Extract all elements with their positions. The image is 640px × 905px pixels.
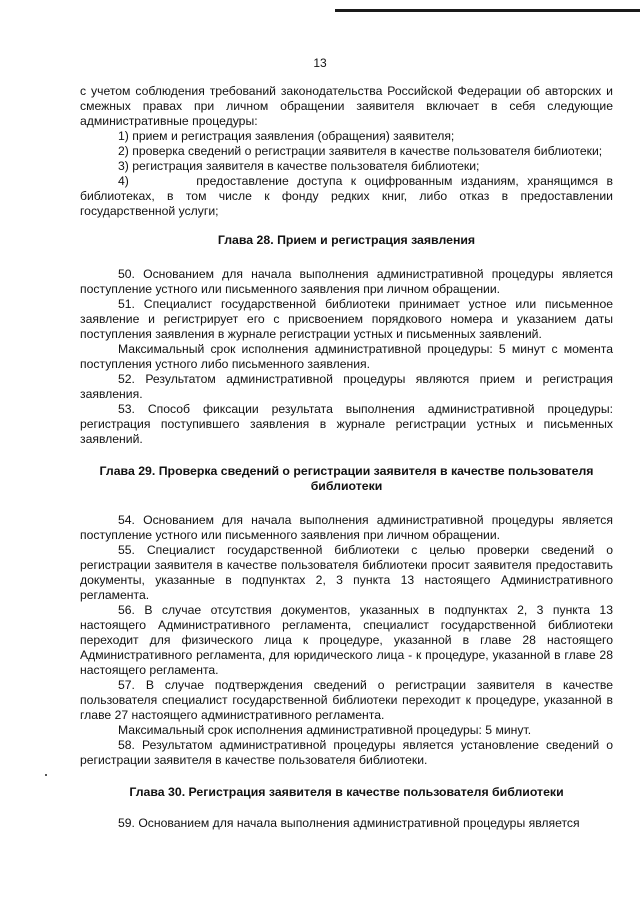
intro-item: 4) предоставление доступа к оцифрованным изданиям, хранящимся в библиотеках, в том числе к фонду редких книг, либо отказ в предоставлении государственной услуги; <box>80 174 613 218</box>
intro-item: 1) прием и регистрация заявления (обращения) заявителя; <box>118 129 455 143</box>
intro-item: 3) регистрация заявителя в качестве пользователя библиотеки; <box>118 159 480 173</box>
document-body <box>80 84 613 831</box>
chapter-28-heading: Глава 28. Прием и регистрация заявления <box>217 233 476 247</box>
intro-lead: с учетом соблюдения требований законодательства Российской Федерации об авторских и смежных правах при личном обращении заявителя включает в себя следующие административные процедуры: <box>80 84 613 128</box>
scan-speck <box>45 774 47 776</box>
paragraph-50: 50. Основанием для начала выполнения административной процедуры является поступление устного или письменного заявления при личном обращении. <box>80 267 613 296</box>
paragraph-53: 53. Способ фиксации результата выполнения административной процедуры: регистрация поступившего заявления в журнале регистрации устных и письменных заявлений. <box>80 402 613 446</box>
chapter-29-heading: Глава 29. Проверка сведений о регистрации заявителя в качестве пользователя библиотеки <box>99 464 594 493</box>
paragraph-58: 58. Результатом административной процедуры является установление сведений о регистрации заявителя в качестве пользователя библиотеки. <box>80 738 613 767</box>
paragraph-56: 56. В случае отсутствия документов, указанных в подпунктах 2, 3 пункта 13 настоящего Административного регламента, специалист государственной библиотеки переходит для физического лица к процедуре, указанной в главе 28 настоящего Административного регламента, для юридического лица - к процедуре, указанной в главе 28 настоящего регламента. <box>80 603 613 677</box>
paragraph-59: 59. Основанием для начала выполнения административной процедуры является <box>118 816 580 830</box>
paragraph-55: 55. Специалист государственной библиотеки с целью проверки сведений о регистрации заявителя в качестве пользователя библиотеки просит заявителя предоставить документы, указанные в подпунктах 2, 3 пункта 13 настоящего Административного регламента. <box>80 543 613 602</box>
paragraph-51-deadline: Максимальный срок исполнения административной процедуры: 5 минут с момента поступления устного либо письменного заявления. <box>80 342 613 371</box>
chapter-30-heading: Глава 30. Регистрация заявителя в качестве пользователя библиотеки <box>129 785 564 799</box>
paragraph-57: 57. В случае подтверждения сведений о регистрации заявителя в качестве пользователя специалист государственной библиотеки переходит к процедуре, указанной в главе 27 настоящего административного регламента. <box>80 678 613 722</box>
paragraph-54: 54. Основанием для начала выполнения административной процедуры является поступление устного или письменного заявления при личном обращении. <box>80 513 613 542</box>
paragraph-52: 52. Результатом административной процедуры являются прием и регистрация заявления. <box>80 372 613 401</box>
intro-item: 2) проверка сведений о регистрации заявителя в качестве пользователя библиотеки; <box>118 144 603 158</box>
page-number: 13 <box>313 56 327 70</box>
paragraph-57-deadline: Максимальный срок исполнения административной процедуры: 5 минут. <box>118 723 532 737</box>
scan-edge-line <box>335 9 640 12</box>
paragraph-51: 51. Специалист государственной библиотеки принимает устное или письменное заявление и регистрирует его с присвоением порядкового номера и указанием даты поступления заявления в журнале регистрации устных и письменных заявлений. <box>80 297 613 341</box>
